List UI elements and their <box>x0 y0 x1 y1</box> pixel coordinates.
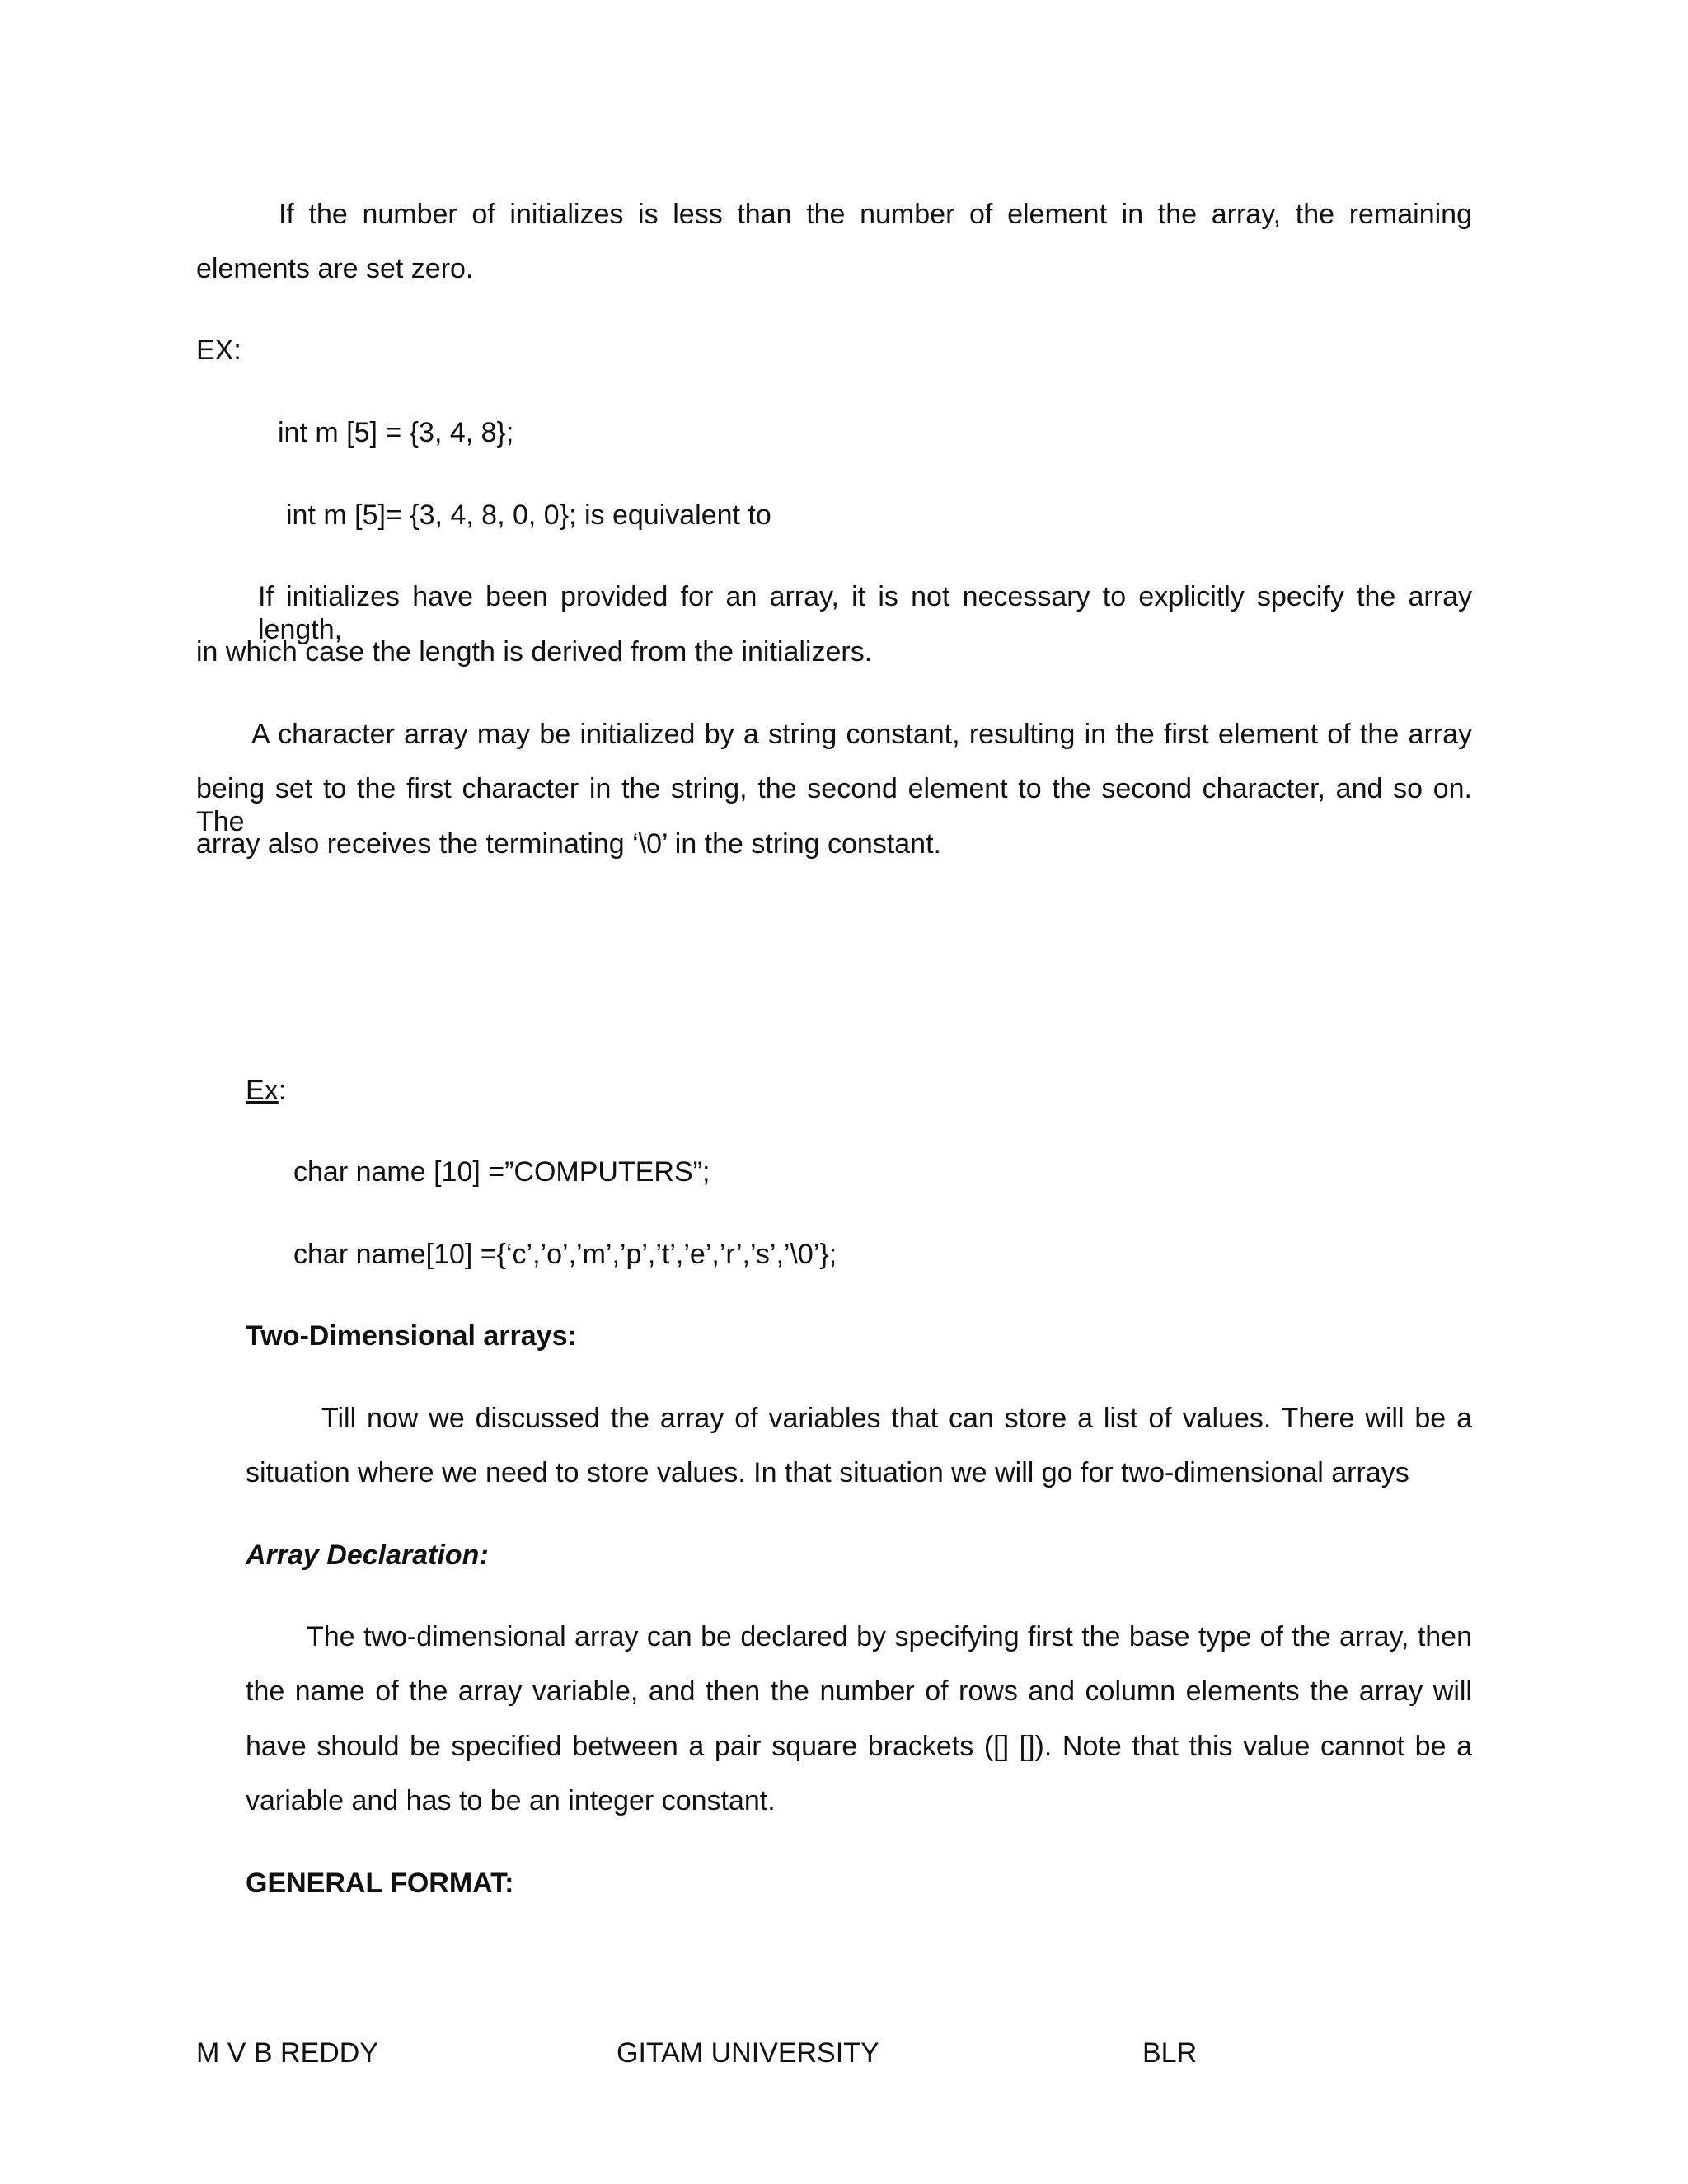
paragraph-line: the name of the array variable, and then the number of rows and column elements the array will <box>246 1675 1472 1707</box>
code-line: char name [10] =”COMPUTERS”; <box>293 1156 710 1188</box>
code-line: int m [5]= {3, 4, 8, 0, 0}; is equivalent to <box>286 499 771 531</box>
paragraph-line: Till now we discussed the array of variables that can store a list of values. There will be a <box>321 1403 1472 1434</box>
paragraph-line: variable and has to be an integer constant. <box>246 1785 776 1816</box>
paragraph-line: situation where we need to store values. In that situation we will go for two-dimensional arrays <box>246 1457 1409 1488</box>
example-label-text: Ex <box>246 1075 279 1106</box>
paragraph-line: array also receives the terminating ‘\0’ in the string constant. <box>196 828 941 860</box>
footer-institution: GITAM UNIVERSITY <box>617 2037 879 2069</box>
example-label-colon: : <box>278 1075 287 1106</box>
code-line: char name[10] ={‘c’,’o’,’m’,’p’,’t’,’e’,’r’,’s’,’\0’}; <box>293 1239 837 1270</box>
example-label: EX: <box>196 335 241 366</box>
paragraph-line: in which case the length is derived from the initializers. <box>196 636 873 668</box>
footer-location: BLR <box>1142 2037 1198 2069</box>
footer-author: M V B REDDY <box>196 2037 379 2069</box>
section-heading: Two-Dimensional arrays: <box>246 1320 577 1352</box>
paragraph-line: A character array may be initialized by a string constant, resulting in the first element of the array <box>251 719 1472 750</box>
example-label <box>246 1074 286 1107</box>
paragraph-line: The two-dimensional array can be declared by specifying first the base type of the array, then <box>307 1621 1472 1652</box>
section-heading: GENERAL FORMAT: <box>246 1868 514 1899</box>
paragraph-line: being set to the first character in the string, the second element to the second character, and so on. The <box>196 773 1472 837</box>
paragraph-line: have should be specified between a pair square brackets ([] []). Note that this value cannot be a <box>246 1731 1472 1762</box>
paragraph-line: elements are set zero. <box>196 253 474 284</box>
paragraph-line: If initializes have been provided for an array, it is not necessary to explicitly specify the array length, <box>258 581 1472 645</box>
paragraph-line: If the number of initializes is less than the number of element in the array, the remaining <box>279 199 1472 230</box>
code-line: int m [5] = {3, 4, 8}; <box>278 417 514 448</box>
subsection-heading: Array Declaration: <box>246 1540 489 1571</box>
